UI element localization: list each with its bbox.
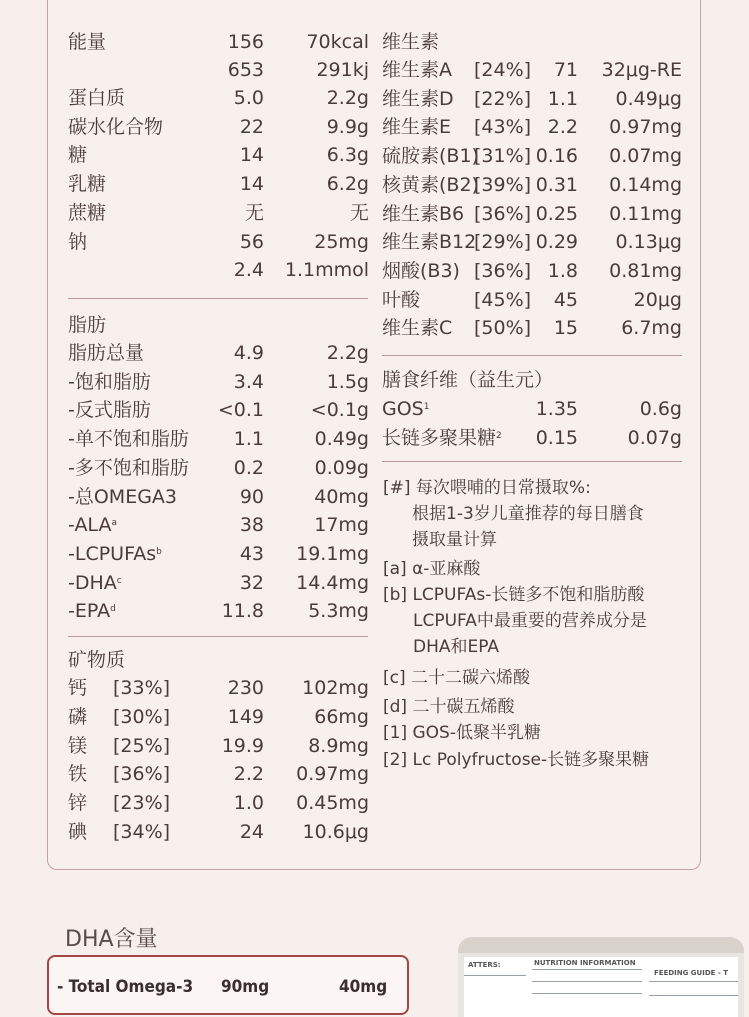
mineral-per-serving-text: 102mg (302, 677, 369, 699)
vitamin-daily-pct (474, 314, 531, 343)
can-center-header: NUTRITION INFORMATION (534, 959, 636, 967)
nutrient-name-text: 能量 (68, 31, 107, 53)
vitamin-per-serving-text: 20μg (633, 288, 682, 311)
footnote-line: [#] 每次喂哺的日常摄取%: (383, 478, 591, 498)
vitamin-per-100g (528, 85, 578, 114)
vitamin-section-title-label-text: 维生素 (382, 31, 440, 53)
footnote-marker: 1 (423, 402, 430, 412)
vitamin-daily-pct-text: [39%] (474, 173, 532, 196)
fat-name-text: 脂肪总量 (68, 342, 145, 364)
mineral-per-serving-text: 10.6μg (302, 821, 369, 843)
fat-per-serving-text: 0.09g (314, 456, 369, 479)
nutrient-per-serving-text: 6.2g (326, 173, 369, 195)
vitamin-per-100g (528, 171, 578, 200)
vitamin-per-100g-text: 1.8 (547, 259, 578, 282)
vitamin-name (382, 56, 452, 85)
mineral-daily-pct (113, 703, 170, 732)
mineral-per-100g (200, 760, 264, 789)
mineral-per-serving (268, 674, 369, 703)
footnote-line: [b] LCPUFAs-长链多不饱和脂肪酸 (383, 585, 645, 605)
vitamin-per-100g (528, 228, 578, 257)
mineral-per-100g-text: 24 (239, 821, 264, 843)
fat-per-100g-text: 3.4 (233, 370, 264, 393)
fat-per-100g (200, 569, 264, 598)
fat-per-serving-text: 40mg (314, 485, 369, 508)
vitamin-per-100g-text: 45 (553, 288, 578, 311)
vitamin-per-100g (528, 314, 578, 343)
mineral-name-text: 钙 (68, 677, 88, 699)
vitamin-per-100g (528, 142, 578, 171)
fat-per-100g-text: 90 (239, 485, 264, 508)
vitamin-name-text: 维生素A (382, 59, 452, 81)
vitamin-name-text: 叶酸 (382, 288, 421, 311)
vitamin-name-text: 烟酸(B3) (382, 259, 460, 282)
mineral-daily-pct-text: [34%] (113, 821, 171, 843)
fat-per-serving (268, 454, 369, 483)
mineral-daily-pct (113, 760, 170, 789)
nutrient-per-serving-text: 1.1mmol (284, 259, 369, 281)
dha-content-box (47, 955, 409, 1015)
fiber-section-title-label (382, 366, 553, 395)
fat-name (68, 597, 116, 626)
mineral-daily-pct (113, 818, 170, 847)
fiber-per-serving (584, 395, 682, 424)
fiber-section-title (0, 366, 749, 395)
vitamin-daily-pct (474, 85, 531, 114)
fiber-section-title-label-text: 膳食纤维（益生元） (382, 369, 554, 391)
fiber-per-serving-text: 0.6g (639, 398, 682, 420)
footnote-marker: c (116, 575, 122, 586)
divider-right-1 (382, 355, 682, 356)
can-rule (464, 975, 526, 976)
mineral-per-100g-text: 149 (227, 705, 264, 728)
fat-per-100g (200, 540, 264, 569)
vitamin-name-text: 维生素E (382, 116, 452, 139)
vitamin-daily-pct-text: [36%] (474, 259, 532, 282)
fat-name (68, 511, 117, 540)
fat-per-100g-text: 4.9 (233, 342, 264, 364)
nutrient-name-text: 碳水化合物 (68, 116, 164, 138)
can-rule (532, 993, 642, 994)
nutrient-per-serving-text: 25mg (314, 231, 369, 253)
mineral-daily-pct-text: [36%] (113, 763, 171, 786)
can-label (464, 957, 738, 1017)
fat-name (68, 483, 177, 512)
vitamin-per-100g (528, 286, 578, 315)
fat-per-serving (268, 540, 369, 569)
mineral-name-text: 铁 (68, 763, 88, 786)
vitamin-per-serving-text: 0.07mg (609, 145, 682, 168)
fiber-per-100g-text: 1.35 (535, 398, 578, 420)
vitamin-per-serving (584, 85, 682, 114)
vitamin-name (382, 314, 452, 343)
vitamin-name (382, 228, 476, 257)
vitamin-daily-pct (474, 228, 531, 257)
vitamin-per-100g (528, 200, 578, 229)
footnote-line: [c] 二十二碳六烯酸 (383, 668, 531, 688)
fiber-per-serving-text: 0.07g (627, 426, 682, 449)
vitamin-name (382, 286, 420, 315)
footnote-marker: 2 (496, 430, 502, 441)
mineral-daily-pct-text: [23%] (113, 792, 171, 815)
vitamin-per-serving (584, 171, 682, 200)
vitamin-daily-pct (474, 56, 531, 85)
vitamin-per-serving-text: 0.14mg (609, 173, 682, 196)
nutrient-per-100g-text: 22 (239, 116, 264, 138)
vitamin-daily-pct (474, 257, 531, 286)
vitamin-name (382, 113, 451, 142)
mineral-per-serving (268, 760, 369, 789)
nutrient-name-text: 蔗糖 (68, 202, 107, 224)
fat-per-100g (200, 454, 264, 483)
fat-per-serving (268, 339, 369, 368)
can-rule (649, 995, 738, 996)
fat-per-serving-text: <0.1g (310, 399, 369, 422)
fat-row (0, 339, 749, 368)
vitamin-row (0, 56, 749, 85)
fat-section-title-label-text: 脂肪 (68, 314, 107, 336)
mineral-per-100g-text: 1.0 (233, 792, 264, 815)
fat-per-serving (268, 569, 369, 598)
vitamin-per-serving (584, 314, 682, 343)
fat-per-serving-text: 17mg (314, 514, 369, 537)
vitamin-per-100g (528, 257, 578, 286)
mineral-name-text: 磷 (68, 705, 88, 728)
mineral-section-title (0, 646, 749, 675)
mineral-daily-pct (113, 789, 170, 818)
nutrient-per-100g-text: 156 (227, 31, 264, 53)
dha-row-value-1: 90mg (221, 977, 270, 997)
fat-name-text: -EPA (68, 600, 111, 623)
mineral-daily-pct (113, 732, 170, 761)
vitamin-row (0, 142, 749, 171)
vitamin-daily-pct-text: [22%] (474, 87, 532, 110)
footnote-line: LCPUFA中最重要的营养成分是 (413, 611, 647, 631)
mineral-per-100g (200, 732, 264, 761)
fat-per-serving-text: 19.1mg (296, 542, 369, 565)
mineral-per-serving (268, 789, 369, 818)
fiber-per-serving (584, 424, 682, 453)
vitamin-per-serving (584, 200, 682, 229)
vitamin-per-serving-text: 0.13μg (615, 231, 682, 254)
vitamin-per-100g-text: 1.1 (547, 87, 578, 110)
vitamin-per-100g-text: 0.25 (535, 202, 578, 225)
footnote-marker: b (156, 546, 162, 557)
fiber-name (382, 424, 502, 453)
footnote-marker: d (110, 604, 116, 615)
footnote-line: [1] GOS-低聚半乳糖 (383, 723, 541, 743)
nutrient-per-100g-text: 653 (227, 59, 264, 81)
mineral-per-serving (268, 732, 369, 761)
fat-per-100g-text: 1.1 (233, 428, 264, 451)
vitamin-daily-pct-text: [24%] (474, 59, 532, 81)
can-right-header: FEEDING GUIDE - T (654, 969, 728, 977)
fat-per-100g-text: 11.8 (221, 600, 264, 623)
vitamin-name-text: 维生素B12 (382, 231, 477, 254)
can-left-header: ATTERS: (468, 961, 501, 969)
mineral-row (0, 674, 749, 703)
vitamin-daily-pct (474, 286, 531, 315)
nutrient-per-serving-text: 9.9g (326, 116, 369, 138)
fiber-per-100g-text: 0.15 (535, 426, 578, 449)
vitamin-daily-pct (474, 142, 531, 171)
footnote-line: DHA和EPA (413, 637, 500, 657)
footnote-marker: a (111, 518, 117, 529)
fat-name-text: -饱和脂肪 (68, 370, 151, 393)
fat-name-text: -多不饱和脂肪 (68, 456, 189, 479)
dha-row-label: - Total Omega-3 (57, 977, 194, 997)
nutrient-per-serving-text: 无 (349, 202, 369, 224)
vitamin-daily-pct-text: [45%] (474, 288, 532, 311)
vitamin-daily-pct-text: [29%] (474, 231, 532, 254)
fat-name (68, 569, 122, 598)
vitamin-per-serving-text: 0.11mg (609, 202, 682, 225)
mineral-section-title-label-text: 矿物质 (68, 649, 126, 671)
mineral-row (0, 703, 749, 732)
footnote-line: [d] 二十碳五烯酸 (383, 697, 515, 717)
vitamin-per-serving-text: 32μg-RE (601, 59, 682, 81)
fat-name-text: -反式脂肪 (68, 399, 151, 422)
fat-per-100g (200, 339, 264, 368)
vitamin-name-text: 核黄素(B2) (382, 173, 479, 196)
mineral-name (68, 732, 87, 761)
nutrient-per-serving-text: 6.3g (326, 144, 369, 166)
mineral-per-serving (268, 703, 369, 732)
vitamin-per-100g-text: 0.16 (535, 145, 578, 168)
can-rule (532, 969, 642, 970)
mineral-section-title-label (68, 646, 125, 675)
fat-per-100g-text: 32 (239, 571, 264, 594)
vitamin-per-100g-text: 71 (553, 59, 578, 81)
vitamin-name-text: 维生素D (382, 87, 454, 110)
fat-per-serving (268, 597, 369, 626)
fat-row (0, 454, 749, 483)
vitamin-name (382, 142, 479, 171)
vitamin-name-text: 硫胺素(B1) (382, 145, 479, 168)
mineral-per-serving-text: 0.45mg (296, 792, 369, 815)
vitamin-per-serving (584, 228, 682, 257)
vitamin-per-serving-text: 0.97mg (609, 116, 682, 139)
mineral-per-100g-text: 19.9 (221, 734, 264, 757)
vitamin-daily-pct (474, 113, 531, 142)
vitamin-row (0, 200, 749, 229)
vitamin-name (382, 257, 460, 286)
vitamin-per-serving (584, 113, 682, 142)
divider-left-1 (68, 298, 368, 299)
vitamin-name (382, 200, 464, 229)
vitamin-per-serving-text: 6.7mg (621, 317, 682, 340)
vitamin-daily-pct-text: [50%] (474, 317, 532, 340)
mineral-daily-pct-text: [30%] (113, 705, 171, 728)
mineral-row (0, 789, 749, 818)
fat-per-serving (268, 483, 369, 512)
fat-name-text: -ALA (68, 514, 112, 537)
vitamin-daily-pct (474, 171, 531, 200)
mineral-per-serving-text: 0.97mg (296, 763, 369, 786)
vitamin-row (0, 314, 749, 343)
footnote-line: 根据1-3岁儿童推荐的每日膳食 (412, 504, 644, 524)
fat-per-100g-text: 38 (239, 514, 264, 537)
divider-right-2 (382, 461, 682, 462)
nutrient-name-text: 糖 (68, 144, 88, 166)
fat-name-text: -DHA (68, 571, 117, 594)
nutrient-per-100g-text: 14 (239, 173, 264, 195)
mineral-name (68, 703, 87, 732)
vitamin-per-serving-text: 0.49μg (615, 87, 682, 110)
vitamin-row (0, 228, 749, 257)
fat-per-100g-text: <0.1 (217, 399, 264, 422)
fat-name-text: -总OMEGA3 (68, 485, 178, 508)
nutrient-per-100g-text: 5.0 (233, 87, 264, 109)
nutrient-name-text: 钠 (68, 231, 88, 253)
mineral-daily-pct (113, 674, 170, 703)
mineral-per-100g-text: 230 (227, 677, 264, 699)
can-rule (649, 981, 738, 982)
nutrient-per-100g-text: 2.4 (233, 259, 264, 281)
vitamin-per-100g (528, 113, 578, 142)
product-can-image (458, 937, 744, 1017)
fiber-name-text: 长链多聚果糖 (382, 426, 497, 449)
vitamin-daily-pct-text: [43%] (474, 116, 532, 139)
vitamin-name-text: 维生素B6 (382, 202, 465, 225)
nutrient-name-text: 蛋白质 (68, 87, 126, 109)
mineral-name (68, 674, 87, 703)
fat-per-100g (200, 483, 264, 512)
vitamin-row (0, 113, 749, 142)
footnote-line: 摄取量计算 (412, 530, 497, 550)
vitamin-per-100g (528, 56, 578, 85)
mineral-per-serving-text: 66mg (314, 705, 369, 728)
fiber-row (0, 424, 749, 453)
mineral-name-text: 碘 (68, 821, 88, 843)
vitamin-row (0, 257, 749, 286)
fat-per-serving-text: 0.49g (314, 428, 369, 451)
mineral-per-serving (268, 818, 369, 847)
footnote-line: [2] Lc Polyfructose-长链多聚果糖 (383, 750, 650, 770)
fat-per-serving-text: 1.5g (326, 370, 369, 393)
nutrient-per-serving-text: 291kj (316, 59, 369, 81)
nutrient-per-100g-text: 56 (239, 231, 264, 253)
mineral-name (68, 789, 87, 818)
nutrient-per-100g-text: 无 (244, 202, 264, 224)
mineral-per-serving-text: 8.9mg (308, 734, 369, 757)
fiber-per-100g (500, 395, 578, 424)
vitamin-name (382, 85, 454, 114)
mineral-per-100g-text: 2.2 (233, 763, 264, 786)
fat-name-text: -单不饱和脂肪 (68, 428, 189, 451)
fat-per-100g-text: 43 (239, 542, 264, 565)
fat-per-serving-text: 5.3mg (308, 600, 369, 623)
mineral-daily-pct-text: [25%] (113, 734, 171, 757)
dha-row-value-2: 40mg (339, 977, 388, 997)
can-rule (532, 981, 642, 982)
vitamin-per-serving (584, 286, 682, 315)
fat-name (68, 339, 144, 368)
vitamin-name (382, 171, 479, 200)
fat-row (0, 540, 749, 569)
nutrient-per-serving-text: 70kcal (306, 31, 369, 53)
fat-name (68, 540, 162, 569)
fiber-per-100g (500, 424, 578, 453)
mineral-daily-pct-text: [33%] (113, 677, 171, 699)
mineral-name-text: 镁 (68, 734, 88, 757)
vitamin-section-title (0, 28, 749, 57)
mineral-per-100g (200, 703, 264, 732)
vitamin-per-100g-text: 0.29 (535, 231, 578, 254)
footnote-line: [a] α-亚麻酸 (383, 559, 481, 579)
fiber-name (382, 395, 429, 424)
fat-per-serving-text: 2.2g (326, 342, 369, 364)
fat-per-serving-text: 14.4mg (296, 571, 369, 594)
vitamin-row (0, 85, 749, 114)
vitamin-row (0, 286, 749, 315)
divider-left-2 (68, 636, 368, 637)
fat-per-100g (200, 597, 264, 626)
mineral-per-100g (200, 674, 264, 703)
vitamin-row (0, 171, 749, 200)
vitamin-per-100g-text: 0.31 (535, 173, 578, 196)
mineral-name-text: 锌 (68, 792, 88, 815)
fat-per-serving (268, 511, 369, 540)
vitamin-per-serving-text: 0.81mg (609, 259, 682, 282)
vitamin-per-serving (584, 257, 682, 286)
vitamin-name-text: 维生素C (382, 317, 453, 340)
mineral-row (0, 818, 749, 847)
vitamin-per-serving (584, 56, 682, 85)
fat-name-text: -LCPUFAs (68, 542, 157, 565)
nutrient-name-text: 乳糖 (68, 173, 107, 195)
dha-section-title: DHA含量 (65, 927, 158, 952)
vitamin-daily-pct-text: [36%] (474, 202, 532, 225)
can-lid (458, 937, 744, 953)
vitamin-daily-pct-text: [31%] (474, 145, 532, 168)
vitamin-per-100g-text: 2.2 (547, 116, 578, 139)
mineral-per-100g (200, 818, 264, 847)
mineral-name (68, 818, 87, 847)
vitamin-per-100g-text: 15 (553, 317, 578, 340)
fat-per-100g-text: 0.2 (233, 456, 264, 479)
mineral-name (68, 760, 87, 789)
vitamin-daily-pct (474, 200, 531, 229)
fiber-row (0, 395, 749, 424)
nutrient-per-100g-text: 14 (239, 144, 264, 166)
fiber-name-text: GOS (382, 398, 424, 420)
fat-name (68, 454, 189, 483)
vitamin-per-serving (584, 142, 682, 171)
vitamin-section-title-label (382, 28, 439, 57)
fat-per-100g (200, 511, 264, 540)
mineral-per-100g (200, 789, 264, 818)
nutrient-per-serving-text: 2.2g (326, 87, 369, 109)
